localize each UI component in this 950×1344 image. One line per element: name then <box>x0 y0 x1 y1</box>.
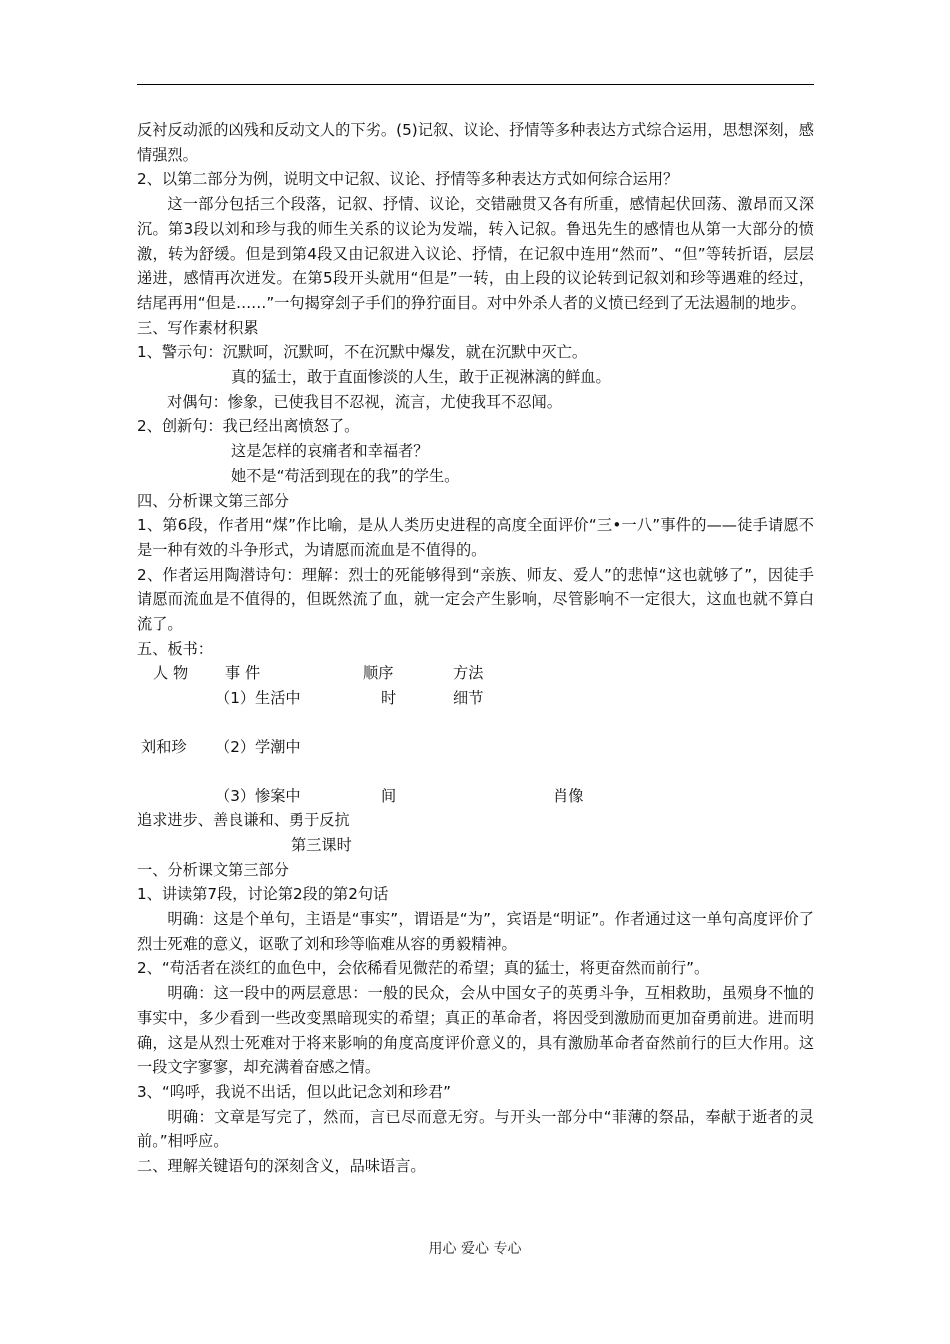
question-heading: 1、讲读第7段，讨论第2段的第2句话 <box>137 885 389 904</box>
board-person: 刘和珍 <box>141 737 187 756</box>
paragraph: 明确：这一段中的两层意思：一般的民众，会从中国女子的英勇斗争，互相救助，虽殒身不恤的事实中，多少看到一些改变黑暗现实的希望；真正的革命者，将因受到激励而更加奋勇前进。进而明确，这是从烈士死难对于将来影响的角度高度评价意义的，具有激励革命者奋然前行的巨大作用。这一段文字寥寥，却充满着奋感之情。 <box>137 984 814 1077</box>
question-heading: 2、“苟活者在淡红的血色中，会依稀看见微茫的希望；真的猛士，将更奋然而前行”。 <box>137 959 710 978</box>
board-header-row <box>137 661 814 686</box>
paragraph: 反衬反动派的凶残和反动文人的下劣。(5)记叙、议论、抒情等多种表达方式综合运用，思想深刻，感情强烈。 <box>137 121 814 164</box>
paragraph: 明确：文章是写完了，然而，言已尽而意无穷。与开头一部分中“菲薄的祭品，奉献于逝者的灵前。”相呼应。 <box>137 1107 814 1151</box>
section-heading: 三、写作素材积累 <box>137 318 259 337</box>
question-heading: 3、“呜呼，我说不出话，但以此记念刘和珍君” <box>137 1082 451 1101</box>
board-row <box>137 784 814 809</box>
section-heading: 四、分析课文第三部分 <box>137 491 289 510</box>
board-method: 细节 <box>453 689 484 708</box>
page-footer: 用心 爱心 专心 <box>428 1241 522 1257</box>
board-col-event: 事 件 <box>225 664 261 683</box>
paragraph: 明确：这是个单句，主语是“事实”，谓语是“为”，宾语是“明证”。作者通过这一单句高度评价了烈士死难的意义，讴歌了刘和珍等临难从容的勇毅精神。 <box>137 910 814 953</box>
board-event: （1）生活中 <box>215 689 301 708</box>
quote-line: 2、创新句：我已经出离愤怒了。 <box>137 417 360 436</box>
header-rule <box>137 84 814 85</box>
question-heading: 2、以第二部分为例，说明文中记叙、议论、抒情等多种表达方式如何综合运用？ <box>137 170 679 189</box>
document-body <box>137 118 814 1179</box>
section-heading: 五、板书： <box>137 639 213 658</box>
paragraph: 1、第6段，作者用“煤”作比喻，是从人类历史进程的高度全面评价“三•一八”事件的——徒手请愿不是一种有效的斗争形式，为请愿而流血是不值得的。 <box>137 516 814 559</box>
quote-line: 她不是“苟活到现在的我”的学生。 <box>231 466 460 485</box>
board-row <box>137 686 814 711</box>
quote-line: 对偶句：惨象，已使我目不忍视，流言，尤使我耳不忍闻。 <box>167 392 562 411</box>
quote-line: 1、警示句：沉默呵，沉默呵，不在沉默中爆发，就在沉默中灭亡。 <box>137 343 588 362</box>
board-row <box>137 735 814 760</box>
board-order: 间 <box>381 786 397 805</box>
quote-line: 真的猛士，敢于直面惨淡的人生，敢于正视淋漓的鲜血。 <box>231 368 611 387</box>
paragraph: 这一部分包括三个段落，记叙、抒情、议论，交错融贯又各有所重，感情起伏回荡、激昂而又深沉。第3段以刘和珍与我的师生关系的议论为发端，转入记叙。鲁迅先生的感情也从第一大部分的愤激，转为舒缓。但是到第4段又由记叙进入议论、抒情，在记叙中连用“然而”、“但”等转折语，层层递进，感情再次迸发。在第5段开头就用“但是”一转，由上段的议论转到记叙刘和珍等遇难的经过，结尾再用“但是……”一句揭穿刽子手们的狰狞面目。对中外杀人者的义愤已经到了无法遏制的地步。 <box>137 195 814 312</box>
board-col-order: 顺序 <box>363 664 394 683</box>
board-event: （3）惨案中 <box>215 786 301 805</box>
board-col-method: 方法 <box>453 664 484 683</box>
paragraph: 2、作者运用陶潜诗句：理解：烈士的死能够得到“亲族、师友、爱人”的悲悼“这也就够了”，因徒手请愿而流血是不值得的，但既然流了血，就一定会产生影响，尽管影响不一定很大，这血也就不算白流了。 <box>137 565 814 634</box>
lesson-title: 第三课时 <box>291 835 352 854</box>
board-summary: 追求进步、善良谦和、勇于反抗 <box>137 811 350 830</box>
board-col-person: 人 物 <box>153 664 189 683</box>
section-heading: 二、理解关键语句的深刻含义，品味语言。 <box>137 1157 426 1176</box>
board-event: （2）学潮中 <box>215 737 301 756</box>
section-heading: 一、分析课文第三部分 <box>137 860 289 879</box>
quote-line: 这是怎样的哀痛者和幸福者？ <box>231 442 429 461</box>
board-method: 肖像 <box>553 786 584 805</box>
board-order: 时 <box>381 689 397 708</box>
